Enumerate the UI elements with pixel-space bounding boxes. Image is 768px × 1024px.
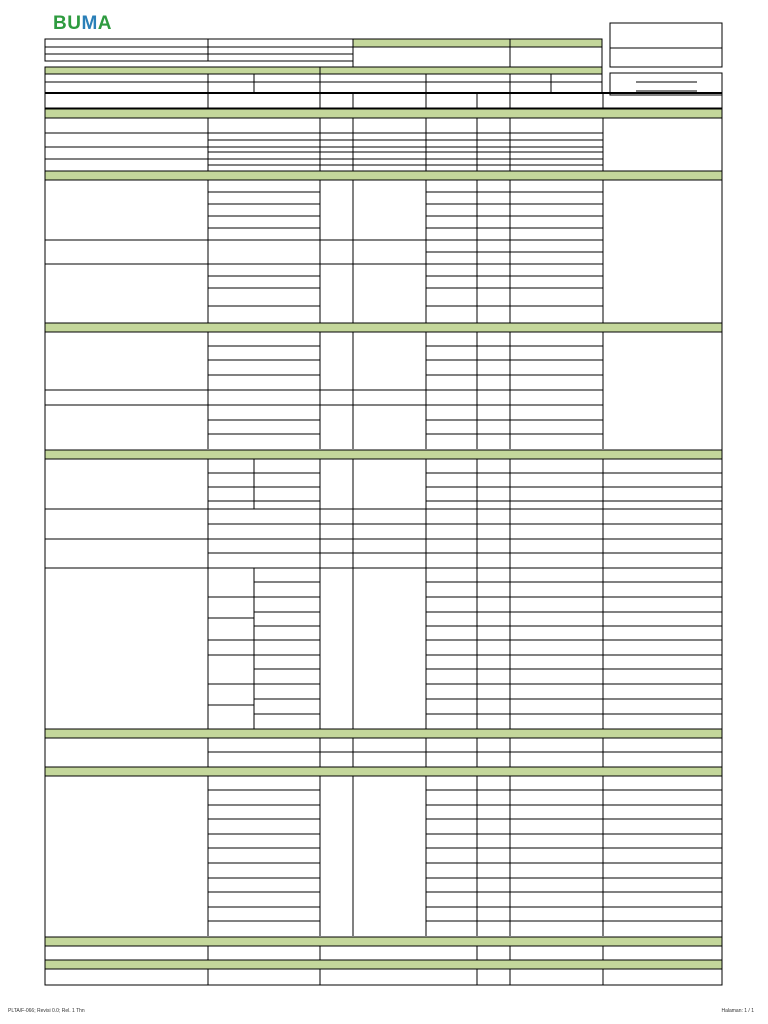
section-band xyxy=(45,767,722,776)
header-band xyxy=(45,67,602,74)
section-band xyxy=(45,937,722,946)
document-code: PLTA/F-066; Revisi 0.0; Rel. 1 Thn xyxy=(8,1008,85,1014)
section-band xyxy=(45,171,722,180)
section-band xyxy=(45,729,722,738)
doc-number-box xyxy=(610,23,722,67)
section-band xyxy=(45,323,722,332)
header-band xyxy=(353,39,602,47)
section-band xyxy=(45,450,722,459)
page-number: Halaman: 1 / 1 xyxy=(721,1008,754,1014)
section-band xyxy=(45,960,722,969)
header-info-block xyxy=(45,39,353,61)
column-header-row xyxy=(45,74,602,93)
company-logo: BUMA xyxy=(53,13,113,34)
section-band xyxy=(45,109,722,118)
approval-box xyxy=(610,73,722,95)
